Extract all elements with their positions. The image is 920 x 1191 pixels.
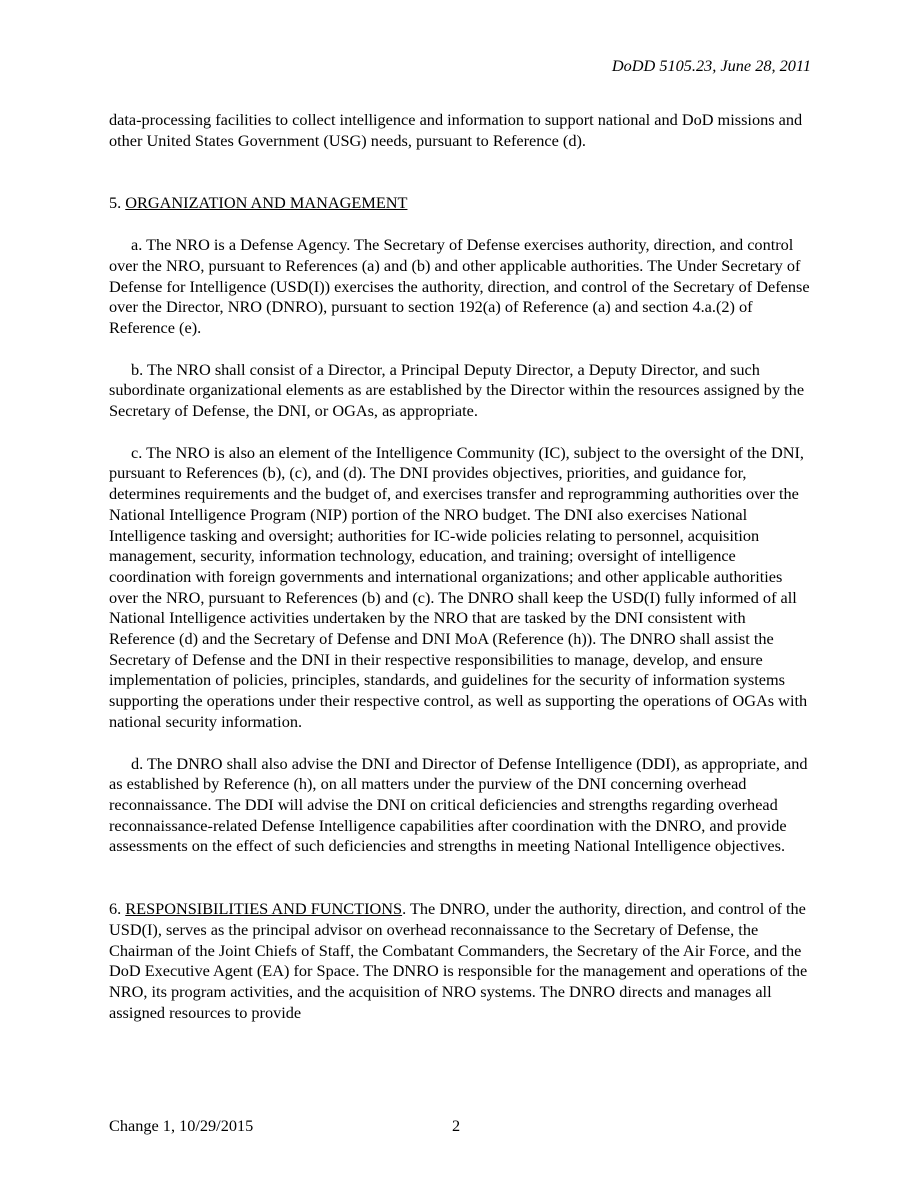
section-5-paragraph-d: d. The DNRO shall also advise the DNI and Director of Defense Intelligence (DDI), as appropriate, and as established by Reference (h), on all matters under the purview of the DNI concerning overhead reconnaissance. The DDI will advise the DNI on critical deficiencies and strengths regarding overhead reconnaissance-related Defense Intelligence capabilities after coordination with the DNRO, and provide assessments on the effect of such deficiencies and strengths in meeting National Intelligence objectives.	[109, 753, 808, 856]
spacer	[109, 422, 811, 443]
continuation-paragraph: data-processing facilities to collect intelligence and information to support national and DoD missions and other United States Government (USG) needs, pursuant to Reference (d).	[109, 110, 803, 150]
section-6-paragraph	[109, 899, 811, 1023]
running-header: DoDD 5105.23, June 28, 2011	[611, 56, 811, 75]
spacer	[109, 733, 811, 754]
section-5-title: ORGANIZATION AND MANAGEMENT	[125, 193, 408, 213]
section-5-heading	[109, 193, 811, 214]
section-5-number: 5.	[109, 193, 126, 213]
spacer	[109, 151, 811, 193]
page-content	[109, 110, 811, 1023]
spacer	[109, 214, 811, 235]
footer-change-note: Change 1, 10/29/2015	[109, 1116, 254, 1135]
section-5-paragraph-b: b. The NRO shall consist of a Director, a Principal Deputy Director, a Deputy Director, and such subordinate organizational elements as are established by the Director within the resources assigned by the Secretary of Defense, the DNI, or OGAs, as appropriate.	[109, 359, 805, 421]
section-5-paragraph-a: a. The NRO is a Defense Agency. The Secretary of Defense exercises authority, direction, and control over the NRO, pursuant to References (a) and (b) and other applicable authorities. The Under Secretary of Defense for Intelligence (USD(I)) exercises the authority, direction, and control of the Secretary of Defense over the Director, NRO (DNRO), pursuant to section 192(a) of Reference (a) and section 4.a.(2) of Reference (e).	[109, 235, 810, 337]
section-5-paragraph-c: c. The NRO is also an element of the Intelligence Community (IC), subject to the oversight of the DNI, pursuant to References (b), (c), and (d). The DNI provides objectives, priorities, and guidance for, determines requirements and the budget of, and exercises transfer and reprogramming authorities over the National Intelligence Program (NIP) portion of the NRO budget. The DNI also exercises National Intelligence tasking and oversight; authorities for IC-wide policies relating to personnel, acquisition management, security, information technology, education, and training; oversight of intelligence coordination with foreign governments and international organizations; and other applicable authorities over the NRO, pursuant to References (b) and (c). The DNRO shall keep the USD(I) fully informed of all National Intelligence activities undertaken by the NRO that are tasked by the DNI consistent with Reference (d) and the Secretary of Defense and DNI MoA (Reference (h)). The DNRO shall assist the Secretary of Defense and the DNI in their respective responsibilities to manage, develop, and ensure implementation of policies, principles, standards, and guidelines for the security of information systems supporting the operations under their respective control, as well as supporting the operations of OGAs with national security information.	[109, 442, 808, 731]
section-6-text: . The DNRO, under the authority, direction, and control of the USD(I), serves as the principal advisor on overhead reconnaissance to the Secretary of Defense, the Chairman of the Joint Chiefs of Staff, the Combatant Commanders, the Secretary of the Air Force, and the DoD Executive Agent (EA) for Space. The DNRO is responsible for the management and operations of the NRO, its program activities, and the acquisition of NRO systems. The DNRO directs and manages all assigned resources to provide	[109, 899, 808, 1022]
spacer	[109, 857, 811, 899]
spacer	[109, 339, 811, 360]
footer-page-number: 2	[452, 1116, 461, 1135]
section-6-title: RESPONSIBILITIES AND FUNCTIONS	[125, 899, 403, 919]
section-6-number: 6.	[109, 899, 126, 919]
